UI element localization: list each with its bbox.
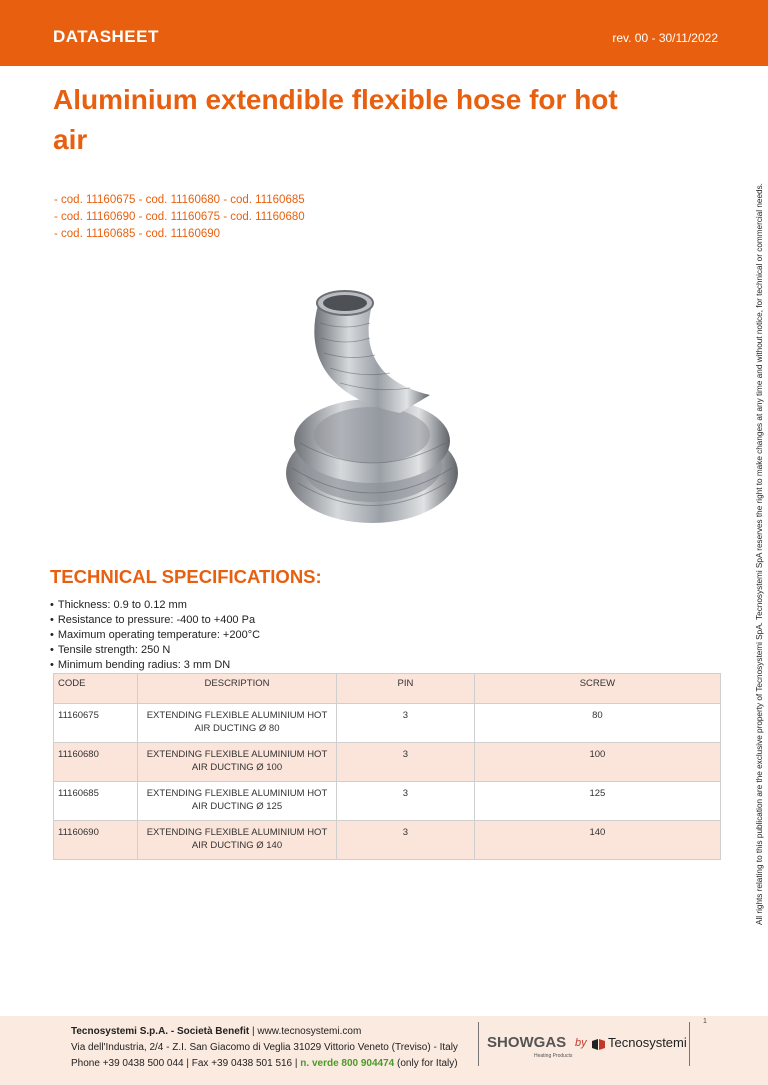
cell-description: EXTENDING FLEXIBLE ALUMINIUM HOT AIR DUCTING Ø 140 [138,821,337,860]
list-item: • Tensile strength: 250 N [50,643,260,658]
cell-pin: 3 [337,782,475,821]
cell-pin: 3 [337,704,475,743]
cell-description: EXTENDING FLEXIBLE ALUMINIUM HOT AIR DUCTING Ø 100 [138,743,337,782]
tecnosystemi-logo-icon [592,1039,605,1050]
column-header-code: CODE [54,674,138,704]
footer-contact [71,1024,458,1072]
copyright-side-note: All rights relating to this publication are the exclusive property of Tecnosystemi SpA. Tecnosystemi SpA reserves the right to make changes at any time and without notice, for technical or commercial needs. [755,183,764,925]
table-row [54,743,721,782]
footer-line-company [71,1024,458,1040]
cell-pin: 3 [337,743,475,782]
header-bar [0,0,768,66]
cell-description: EXTENDING FLEXIBLE ALUMINIUM HOT AIR DUCTING Ø 125 [138,782,337,821]
cell-code: 11160675 [54,704,138,743]
cell-screw: 100 [474,743,720,782]
cell-screw: 125 [474,782,720,821]
codes-line: - cod. 11160685 - cod. 11160690 [54,228,221,240]
showgas-logo-text: SHOWGAS [487,1034,567,1051]
footer-divider [689,1022,690,1066]
column-header-pin: PIN [337,674,475,704]
list-item: • Thickness: 0.9 to 0.12 mm [50,598,260,613]
cell-description: EXTENDING FLEXIBLE ALUMINIUM HOT AIR DUCTING Ø 80 [138,704,337,743]
table-header-row [54,674,721,704]
footer-line-phone [71,1056,458,1072]
tecnosystemi-logo-text: Tecnosystemi [608,1035,687,1050]
website-link[interactable]: | www.tecnosystemi.com [249,1026,362,1037]
footer-address: Via dell'Industria, 2/4 - Z.I. San Giacomo di Veglia 31029 Vittorio Veneto (Treviso) - Italy [71,1042,458,1053]
cell-pin: 3 [337,821,475,860]
showgas-logo [487,1034,566,1051]
table-row [54,782,721,821]
table-row [54,821,721,860]
list-item: • Resistance to pressure: -400 to +400 Pa [50,613,260,628]
cell-code: 11160685 [54,782,138,821]
company-name: Tecnosystemi S.p.A. - Società Benefit [71,1026,250,1037]
logo-by: by [575,1037,587,1049]
cell-screw: 140 [474,821,720,860]
cell-screw: 80 [474,704,720,743]
cell-code: 11160680 [54,743,138,782]
cell-code: 11160690 [54,821,138,860]
column-header-description: DESCRIPTION [138,674,337,704]
codes-line: - cod. 11160690 - cod. 11160675 - cod. 11160680 [54,211,305,223]
phone-fax: Phone +39 0438 500 044 | Fax +39 0438 501 516 | [71,1058,301,1069]
page-number: 1 [703,1018,707,1025]
product-image-hose [280,283,470,528]
list-item: • Minimum bending radius: 3 mm DN [50,658,260,673]
product-codes [54,192,394,243]
toll-free-note: (only for Italy) [394,1058,458,1069]
datasheet-label: DATASHEET [53,27,159,46]
footer-divider [478,1022,479,1066]
codes-line: - cod. 11160675 - cod. 11160680 - cod. 11160685 [54,194,305,206]
specs-list [50,598,260,673]
product-table [53,673,721,860]
column-header-screw: SCREW [474,674,720,704]
specs-heading: TECHNICAL SPECIFICATIONS: [50,566,322,587]
showgas-logo-sub: Heating Products [534,1053,573,1059]
page-title: Aluminium extendible flexible hose for hot air [53,84,618,155]
list-item: • Maximum operating temperature: +200°C [50,628,260,643]
revision-label: rev. 00 - 30/11/2022 [612,31,718,45]
toll-free-number: n. verde 800 904474 [300,1058,395,1069]
table-row [54,704,721,743]
